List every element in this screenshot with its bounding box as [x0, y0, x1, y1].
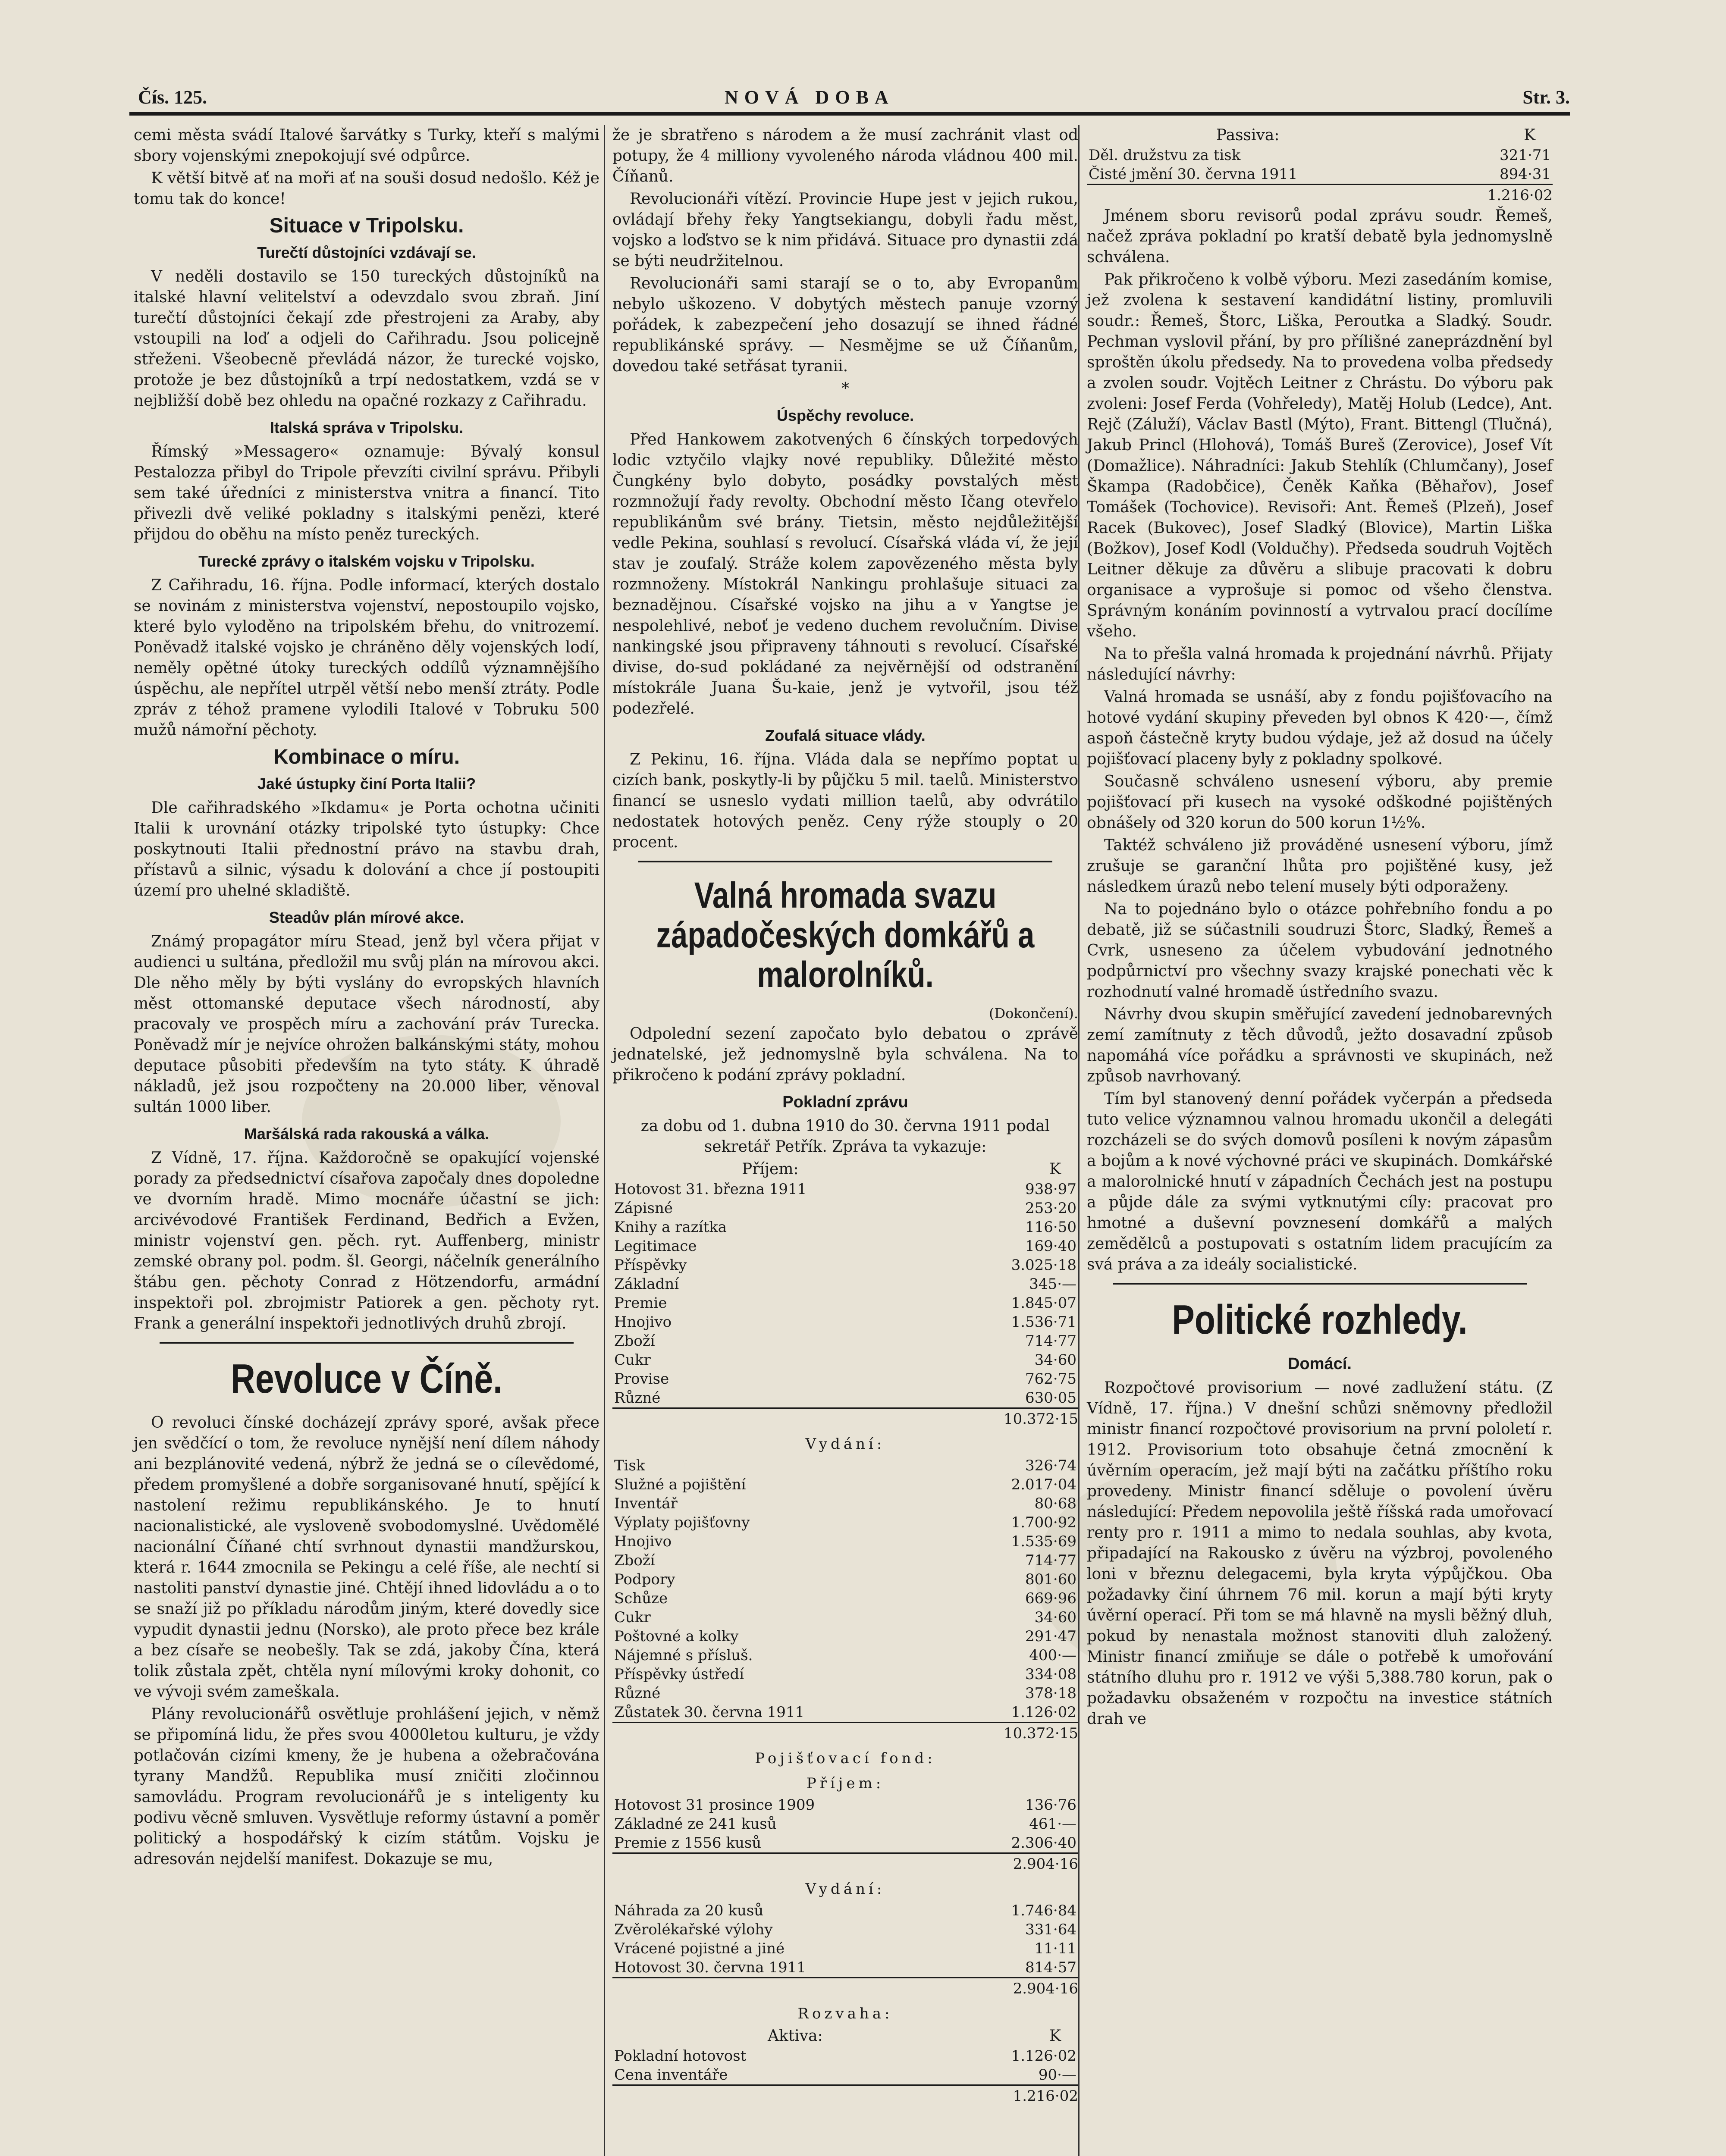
paragraph: Na to přešla valná hromada k projednání návrhů. Přijaty následující návrhy:	[1087, 645, 1553, 683]
table-row	[612, 1796, 1078, 1814]
table-row	[612, 1551, 1078, 1570]
expense-total: 10.372·15	[612, 1722, 1078, 1744]
table-row	[612, 1665, 1078, 1684]
table-row	[612, 1199, 1078, 1218]
row-label: Zvěrolékařské výlohy	[614, 1921, 773, 1938]
row-amount: 801·60	[1025, 1571, 1076, 1588]
row-label: Příspěvky ústředí	[614, 1666, 744, 1683]
liabilities-label: Passiva:	[1216, 126, 1280, 144]
row-label: Podpory	[614, 1571, 675, 1588]
paragraph: že je sbratřeno s národem a že musí zachránit vlast od potupy, že 4 milliony vyvoleného národa vládnou 400 mil. Číňanů.	[612, 126, 1078, 185]
currency-label: K	[1524, 126, 1535, 144]
row-label: Zboží	[614, 1552, 655, 1569]
row-amount: 253·20	[1025, 1200, 1076, 1217]
table-row	[612, 1369, 1078, 1388]
paragraph: Před Hankowem zakotvených 6 čínských torpedových lodic vztyčilo vlajky nové republiky. Důležité město Čungkény bylo dobyto, posádky povstalých měst rozmnožují řady revolty. Obchodní město Ičang otevřelo republikánům své brány. Tietsin, město nejdůležitější vedle Pekina, souhlasí s revolucí. Císařská vláda ví, že její stav je zoufalý. Stráže kolem zapovězeného města byly rozmnoženy. Místokrál Nankingu prohlašuje situaci za beznadějnou. Císařské vojsko na jihu a v Yangtse je nespolehlivé, neboť je vedeno duchem revolučním. Divise nankingské jsou připraveny táhnouti s revolucí. Císařské divise, do-sud pokládané za nejvěrnější od odstranění místokrále Juana Šu-kaie, jenž je vytvořil, jsou též podezřelé.	[612, 431, 1078, 718]
row-label: Zboží	[614, 1332, 655, 1350]
row-amount: 1.536·71	[1011, 1313, 1076, 1331]
balance-label: Rozvaha:	[797, 2005, 893, 2022]
row-amount: 2.017·04	[1011, 1476, 1076, 1493]
table-row	[612, 1388, 1078, 1407]
row-amount: 714·77	[1025, 1332, 1076, 1350]
paragraph: Revolucionáři vítězí. Provincie Hupe jest v jejich rukou, ovládají břehy řeky Yangtsekiangu, dobyli řadu měst, vojsko a loďstvo se k nim přidává. Situace pro dynastii zdá se býti neudržitelnou.	[612, 190, 1078, 270]
row-amount: 90·—	[1038, 2066, 1076, 2084]
row-label: Hnojivo	[614, 1533, 672, 1550]
row-label: Základné ze 241 kusů	[614, 1815, 777, 1833]
row-label: Legitimace	[614, 1238, 697, 1255]
row-label: Inventář	[614, 1495, 678, 1512]
paragraph: Z Cařihradu, 16. října. Podle informací, kterých dostalo se novinám z ministerstva vojenství, nepostoupilo vojsko, které bylo vyloděno na tripolském břehu, do vnitrozemí. Poněvadž italské vojsko je chráněno děly vojenských lodí, neměly opětné útoky tureckých oddílů významnějšího úspěchu, ale nepřítel utrpěl větší nebo menší ztráty. Podle zpráv z téhož pramene vylodili Italové v Tobruku 500 mužů námořní pěchoty.	[134, 577, 599, 739]
table-row	[612, 2046, 1078, 2065]
table-row	[612, 1570, 1078, 1589]
row-amount: 894·31	[1500, 166, 1551, 183]
table-row	[612, 1237, 1078, 1256]
table-row	[612, 1475, 1078, 1494]
table-row	[612, 1814, 1078, 1833]
table-row	[612, 1332, 1078, 1351]
paragraph: Odpolední sezení započato bylo debatou o zprávě jednatelské, jež jednomyslně byla schválena. Na to přikročeno k podání zprávy pokladní.	[612, 1025, 1078, 1084]
table-row	[612, 1494, 1078, 1513]
liabilities-header	[1087, 125, 1553, 146]
row-label: Výplaty pojišťovny	[614, 1514, 750, 1531]
column-1	[134, 125, 599, 1871]
paragraph: Valná hromada se usnáší, aby z fondu pojišťovacího na hotové vydání skupiny převeden byl obnos K 420·—, čímž aspoň částečně kryty budou výdaje, jež až dosud na účely pojišťovací placeny byly z pokladny spolkové.	[1087, 688, 1553, 768]
separator	[1113, 1283, 1527, 1285]
row-amount: 34·60	[1034, 1351, 1076, 1369]
table-row	[612, 1958, 1078, 1977]
currency-label: K	[1049, 1160, 1061, 1178]
row-amount: 169·40	[1025, 1238, 1076, 1255]
table-row	[612, 1608, 1078, 1627]
row-amount: 378·18	[1025, 1685, 1076, 1702]
column-divider	[604, 125, 605, 2156]
column-divider	[1078, 125, 1080, 2156]
assets-table	[612, 2046, 1078, 2084]
row-label: Poštovné a kolky	[614, 1628, 739, 1645]
row-label: Příspěvky	[614, 1257, 687, 1274]
row-label: Hotovost 31 prosince 1909	[614, 1796, 815, 1814]
row-amount: 669·96	[1025, 1590, 1076, 1607]
paragraph: Římský »Messagero« oznamuje: Bývalý konsul Pestalozza přibyl do Tripole převzíti civilní správu. Přibyli sem také úředníci z ministerstva vnitra a financí. Tito přivezli dvě veliké pokladny s italskými penězi, které přijdou do oběhu na místo peněz tureckých.	[134, 443, 599, 543]
paragraph: za dobu od 1. dubna 1910 do 30. června 1911 podal sekretář Petřík. Zpráva ta vykazuje:	[640, 1117, 1050, 1156]
expense-label: Vydání:	[805, 1435, 885, 1453]
assets-total: 1.216·02	[612, 2084, 1078, 2106]
table-row	[612, 1532, 1078, 1551]
currency-label: K	[1049, 2027, 1061, 2045]
table-row	[612, 1218, 1078, 1237]
fund-income-table	[612, 1796, 1078, 1852]
table-row	[612, 1456, 1078, 1475]
section-heading: Situace v Tripolsku.	[269, 214, 464, 237]
row-label: Premie z 1556 kusů	[614, 1834, 762, 1852]
column-3	[1087, 125, 1553, 1731]
row-amount: 1.746·84	[1011, 1902, 1076, 1919]
row-label: Hotovost 31. března 1911	[614, 1181, 807, 1198]
row-amount: 116·50	[1025, 1219, 1076, 1236]
paragraph: Známý propagátor míru Stead, jenž byl včera přijat v audienci u sultána, předložil mu svůj plán na mírovou akci. Dle něho měly by býti vyslány do evropských hlavních měst ottomanské deputace všech národností, aby pracovaly ve prospěch míru a zachování práv Turecka. Poněvadž mír je nejvíce ohrožen balkánskými státy, mohou deputace působiti především na tyto státy. K úhradě nákladů, jež jsou rozpočteny na 20.000 liber, věnoval sultán 1000 liber.	[134, 933, 599, 1116]
liabilities-table	[1087, 146, 1553, 184]
row-label: Hotovost 30. června 1911	[614, 1959, 806, 1976]
row-label: Různé	[614, 1685, 661, 1702]
row-label: Knihy a razítka	[614, 1219, 727, 1236]
paragraph: Dle cařihradského »Ikdamu« je Porta ochotna učiniti Italii k urovnání otázky tripolské tyto ústupky: Chce poskytnouti Italii přednostní právo na stavbu drah, přístavů a silnic, výsadu k dolování a chce jí postoupiti území pro uhelné skladiště.	[134, 799, 599, 899]
header-rule	[129, 112, 1570, 116]
table-row	[612, 1275, 1078, 1294]
continued-note: (Dokončení).	[989, 1005, 1078, 1022]
paragraph: cemi města svádí Italové šarvátky s Turky, kteří s malými sbory vojenskými znepokojují své odpůrce.	[134, 126, 599, 165]
subheading: Turečtí důstojníci vzdávají se.	[257, 244, 476, 261]
paragraph: Návrhy dvou skupin směřující zavedení jednobarevných zemí zamítnuty z těch důvodů, ježto dosavadní způsob napomáhá více pořádku a správnosti ve skupinách, než způsob navrhovaný.	[1087, 1006, 1553, 1085]
paragraph: Jménem sboru revisorů podal zprávu soudr. Řemeš, načež zpráva pokladní po kratší debatě byla jednomyslně schválena.	[1087, 207, 1553, 266]
row-label: Vrácené pojistné a jiné	[614, 1940, 785, 1957]
table-row	[612, 1256, 1078, 1275]
table-row	[612, 1627, 1078, 1646]
row-amount: 938·97	[1025, 1181, 1076, 1198]
table-row	[612, 1901, 1078, 1920]
row-label: Cukr	[614, 1351, 651, 1369]
row-label: Nájemné s přísluš.	[614, 1647, 753, 1664]
table-row	[612, 1351, 1078, 1369]
row-amount: 334·08	[1025, 1666, 1076, 1683]
issue-number: Čís. 125.	[138, 87, 207, 108]
table-row	[612, 1513, 1078, 1532]
row-amount: 400·—	[1029, 1647, 1076, 1664]
assets-header	[612, 2026, 1078, 2046]
row-label: Premie	[614, 1294, 667, 1312]
row-amount: 291·47	[1025, 1628, 1076, 1645]
row-label: Čisté jmění 30. června 1911	[1089, 166, 1298, 183]
table-row	[612, 1920, 1078, 1939]
row-amount: 762·75	[1025, 1370, 1076, 1388]
table-row	[612, 2065, 1078, 2084]
table-row	[612, 1684, 1078, 1703]
paragraph: K větší bitvě ať na moři ať na souši dosud nedošlo. Kéž je tomu tak do konce!	[134, 169, 599, 208]
row-amount: 1.700·92	[1011, 1514, 1076, 1531]
row-label: Cena inventáře	[614, 2066, 728, 2084]
row-label: Děl. družstvu za tisk	[1089, 147, 1241, 164]
asterisk: *	[841, 380, 849, 398]
separator	[638, 861, 1052, 862]
paragraph: Současně schváleno usnesení výboru, aby premie pojišťovací při kusech na vysoké odškodné pojištěných obnášely od 320 korun do 500 korun 1½%.	[1087, 773, 1553, 832]
table-row	[612, 1703, 1078, 1722]
row-amount: 80·68	[1034, 1495, 1076, 1512]
paragraph: Z Pekinu, 16. října. Vláda dala se nepřímo poptat u cizích bank, poskytly-li by půjčku 5 mil. taelů. Ministerstvo financí se usneslo vydati million taelů, aby odvrátilo nedostatek hotových peněz. Ceny rýže stouply o 20 procent.	[612, 751, 1078, 851]
row-amount: 2.306·40	[1011, 1834, 1076, 1852]
table-header	[612, 1159, 1078, 1180]
expense-table	[612, 1456, 1078, 1722]
subheading: Zoufalá situace vlády.	[765, 727, 926, 744]
row-label: Základní	[614, 1275, 679, 1293]
subheading: Jaké ústupky činí Porta Italii?	[257, 775, 476, 793]
paragraph: Revolucionáři sami starají se o to, aby Evropanům nebylo uškozeno. V dobytých městech panuje vzorný pořádek, k zabezpečení jeho dosazují se ihned řádné republikánské správy. — Nesmějme se už Číňanům, dovedou také setřásat tyranii.	[612, 275, 1078, 375]
row-label: Hnojivo	[614, 1313, 672, 1331]
row-label: Zápisné	[614, 1200, 673, 1217]
fund-expense-table	[612, 1901, 1078, 1977]
row-amount: 1.126·02	[1011, 1704, 1076, 1721]
income-label: Příjem:	[806, 1775, 885, 1792]
row-amount: 714·77	[1025, 1552, 1076, 1569]
table-row	[612, 1646, 1078, 1665]
row-amount: 814·57	[1025, 1959, 1076, 1976]
liabilities-total: 1.216·02	[1087, 184, 1553, 206]
article-title: Valná hromada svazu západočeských domkářů a malorolníků.	[656, 875, 1035, 995]
row-label: Provise	[614, 1370, 669, 1388]
article-title: Revoluce v Číně.	[231, 1356, 502, 1402]
income-table	[612, 1180, 1078, 1407]
table-row	[612, 1833, 1078, 1852]
column-2	[612, 125, 1078, 2106]
row-amount: 326·74	[1025, 1457, 1076, 1474]
subheading: Turecké zprávy o italském vojsku v Tripolsku.	[198, 552, 535, 570]
paragraph: Tím byl stanovený denní pořádek vyčerpán a předseda tuto velice významnou valnou hromadu ukončil a delegáti rozcházeli se do svých domovů posíleni k novým zápasům a bojům a k nové výchovné práci ve skupinách. Domkářské a malorolnické hnutí v západních Čechách jest na postupu a půjde dále za svými vytknutými cíly: pracovat pro hmotné a duševní povznesení domkářů a malých zemědělců a postupovati s ostatním lidem pracujícím za svá práva a za ideály socialistické.	[1087, 1090, 1553, 1273]
separator	[160, 1342, 574, 1344]
row-label: Tisk	[614, 1457, 645, 1474]
row-amount: 345·—	[1029, 1275, 1076, 1293]
row-label: Služné a pojištění	[614, 1476, 746, 1493]
table-row	[612, 1939, 1078, 1958]
table-row	[612, 1589, 1078, 1608]
row-amount: 34·60	[1034, 1609, 1076, 1626]
row-amount: 11·11	[1034, 1940, 1076, 1957]
row-label: Cukr	[614, 1609, 651, 1626]
fund-expense-total: 2.904·16	[612, 1977, 1078, 1999]
paragraph: Na to pojednáno bylo o otázce pohřebního fondu a po debatě, již se súčastnili soudruzi Štorc, Sladký, Řemeš a Cvrk, usneseno za účelem vybudování jednotného podpůrnictví pro všechny svazy krajské ponechati věc k rozhodnutí valné hromadě ústředního svazu.	[1087, 900, 1553, 1001]
row-label: Náhrada za 20 kusů	[614, 1902, 764, 1919]
row-amount: 461·—	[1029, 1815, 1076, 1833]
paragraph: Rozpočtové provisorium — nové zadlužení státu. (Z Vídně, 17. října.) V dnešní schůzi sněmovny předložil ministr financí rozpočtové provisorium na první pololetí r. 1912. Provisorium toto obsahuje četná zmocnění k úvěrním operacím, jež mají býti na začátku příštího roku provedeny. Ministr financí sděluje o povolení úvěru následující: Předem nepovolila ještě říšská rada umořovací renty pro r. 1911 a mimo to nedala souhlas, aby kvota, připadající na Rakousko z úvěru na výzbroj, povoleného loni v březnu delegacemi, byla kryta výpůjčkou. Oba požadavky činí úhrnem 76 mil. korun a mají býti kryty úvěrní operací. Při tom se má hlavně na mysli běžný dluh, pokud by nenastala možnost stanoviti dluh založený. Ministr financí zmiňuje se dále o potřebě k umořování státního dluhu pro r. 1912 ve výši 5,388.780 korun, pak o požadavku obsaženém v rozpočtu na investice státních drah ve	[1087, 1379, 1553, 1728]
insurance-fund-label: Pojišťovací fond:	[755, 1750, 936, 1767]
paragraph: Plány revolucionářů osvětluje prohlášení jejich, v němž se připomíná lidu, že přes svou 4000letou kulturu, je vždy potlačován cizími kmeny, že je hubena a ožebračována tyrany Mandžů. Republika musí zničiti zločinnou samovládu. Program revolucionářů je s inteligenty ku podivu věcně smluven. Vysvětluje reformy ústavní a poměr politický a hospodářský k cizím státům. Vojsku je adresován nejdelší manifest. Dokazuje se mu,	[134, 1705, 599, 1868]
page-number: Str. 3.	[1522, 87, 1570, 108]
subheading: Italská správa v Tripolsku.	[270, 419, 464, 436]
table-row	[1087, 146, 1553, 165]
table-row	[612, 1313, 1078, 1332]
income-total: 10.372·15	[612, 1407, 1078, 1429]
row-amount: 630·05	[1025, 1389, 1076, 1407]
row-label: Různé	[614, 1389, 661, 1407]
subheading: Pokladní zprávu	[782, 1093, 908, 1111]
newspaper-page	[129, 65, 1574, 2156]
row-label: Pokladní hotovost	[614, 2047, 747, 2065]
subheading: Maršálská rada rakouská a válka.	[244, 1125, 490, 1143]
row-label: Zůstatek 30. června 1911	[614, 1704, 805, 1721]
row-amount: 1.126·02	[1011, 2047, 1076, 2065]
assets-label: Aktiva:	[768, 2027, 823, 2045]
row-label: Schůze	[614, 1590, 668, 1607]
masthead: NOVÁ DOBA	[725, 87, 894, 108]
row-amount: 331·64	[1025, 1921, 1076, 1938]
subheading: Steadův plán mírové akce.	[269, 909, 464, 926]
article-title: Politické rozhledy.	[1172, 1297, 1468, 1343]
subheading: Domácí.	[1288, 1355, 1352, 1373]
row-amount: 3.025·18	[1011, 1257, 1076, 1274]
table-row	[1087, 165, 1553, 184]
income-label: Příjem:	[742, 1160, 799, 1178]
section-heading: Kombinace o míru.	[273, 746, 460, 768]
table-row	[612, 1294, 1078, 1313]
fund-income-total: 2.904·16	[612, 1852, 1078, 1874]
row-amount: 1.535·69	[1011, 1533, 1076, 1550]
subheading: Úspěchy revoluce.	[776, 407, 914, 424]
paragraph: O revoluci čínské docházejí zprávy sporé, avšak přece jen svědčící o tom, že revoluce nynější není dílem náhody ani bezplánovité vedená, nýbrž že jedná se o cílevědomé, předem promyšlené a dobře sorganisované hnutí, spějící k nastolení režimu republikánského. Je to hnutí nacionalistické, ale vysloveně svobodomyslné. Uvědomělé nacionální Číňané chtí svrhnout dynastii mandžurskou, která r. 1644 zmocnila se Pekingu a celé říše, ale nechtí si nastoliti panství dynastie jiné. Chtějí ihned lidovládu a o to se snaží již po příkladu národům jiným, které dovedly sice vypudit dynastii jednu (Norsko), ale proto přece bez krále a bez císaře se neobešly. Tak se zdá, jakoby Čína, která tolik zůstala zpět, chtěla nyní mílovými kroky dohonit, co ve vývoji svém zameškala.	[134, 1414, 599, 1701]
row-amount: 136·76	[1025, 1796, 1076, 1814]
expense-label: Vydání:	[805, 1880, 885, 1898]
row-amount: 321·71	[1500, 147, 1551, 164]
table-row	[612, 1180, 1078, 1199]
row-amount: 1.845·07	[1011, 1294, 1076, 1312]
paragraph: Z Vídně, 17. října. Každoročně se opakující vojenské porady za předsednictví císařova započaly dnes dopoledne ve dvorním hradě. Mimo mocnáře účastní se jich: arcivévodové František Ferdinand, Bedřich a Evžen, ministr vojenství gen. pěch. ryt. Auffenberg, ministr zemské obrany pol. podm. šl. Georgi, náčelník generálního štábu gen. pěchoty Conrad z Hötzendorfu, armádní inspektoři pol. zbrojmistr Patiorek a gen. pěchoty ryt. Frank a generální inspektoři jednotlivých druhů zbrojí.	[134, 1149, 599, 1332]
paragraph: V neděli dostavilo se 150 tureckých důstojníků na italské hlavní velitelství a odevzdalo svou zbraň. Jiní turečtí důstojníci čekají zde přestrojeni za Araby, aby vstoupili na loď a odjeli do Cařihradu. Jsou policejně střeženi. Všeobecně převládá názor, že turecké vojsko, protože je bez důstojníků a trpí nedostatkem, vzdá se v nejbližší době bez ohledu na opačné rozkazy z Cařihradu.	[134, 268, 599, 410]
page-header	[129, 82, 1570, 116]
paragraph: Taktéž schváleno již prováděné usnesení výboru, jímž zrušuje se garanční lhůta pro pojištěné kusy, jež následkem úrazů nebo telení musely býti odporaženy.	[1087, 837, 1553, 896]
paragraph: Pak přikročeno k volbě výboru. Mezi zasedáním komise, jež zvolena k sestavení kandidátní listiny, promluvili soudr.: Řemeš, Štorc, Liška, Peroutka a Sladký. Soudr. Pechman vyslovil přání, by pro přílišné zaneprázdnění byl sproštěn úkolu předsedy. Na to provedena volba předsedy a zvolen soudr. Vojtěch Leitner z Chrástu. Do výboru pak zvoleni: Josef Ferda (Vohřeledy), Matěj Holub (Ledce), Ant. Rejč (Záluží), Václav Bastl (Mýto), Frant. Bittengl (Tlučná), Jakub Princl (Hlohová), Tomáš Bureš (Zerovice), Josef Vít (Domažlice). Náhradníci: Jakub Stehlík (Chlumčany), Josef Škampa (Radobčice), Čeněk Kaňka (Běhařov), Josef Tomášek (Tochovice). Revisoři: Ant. Řemeš (Plzeň), Josef Racek (Bukovec), Josef Sladký (Blovice), Martin Liška (Božkov), Josef Kodl (Voldučhy). Předseda soudruh Vojtěch Leitner děkuje za důvěru a slibuje pracovati k dobru organisace a vyprošuje si pomoc od všeho členstva. Správným konáním povinností a vytrvalou prací docílíme všeho.	[1087, 271, 1553, 640]
